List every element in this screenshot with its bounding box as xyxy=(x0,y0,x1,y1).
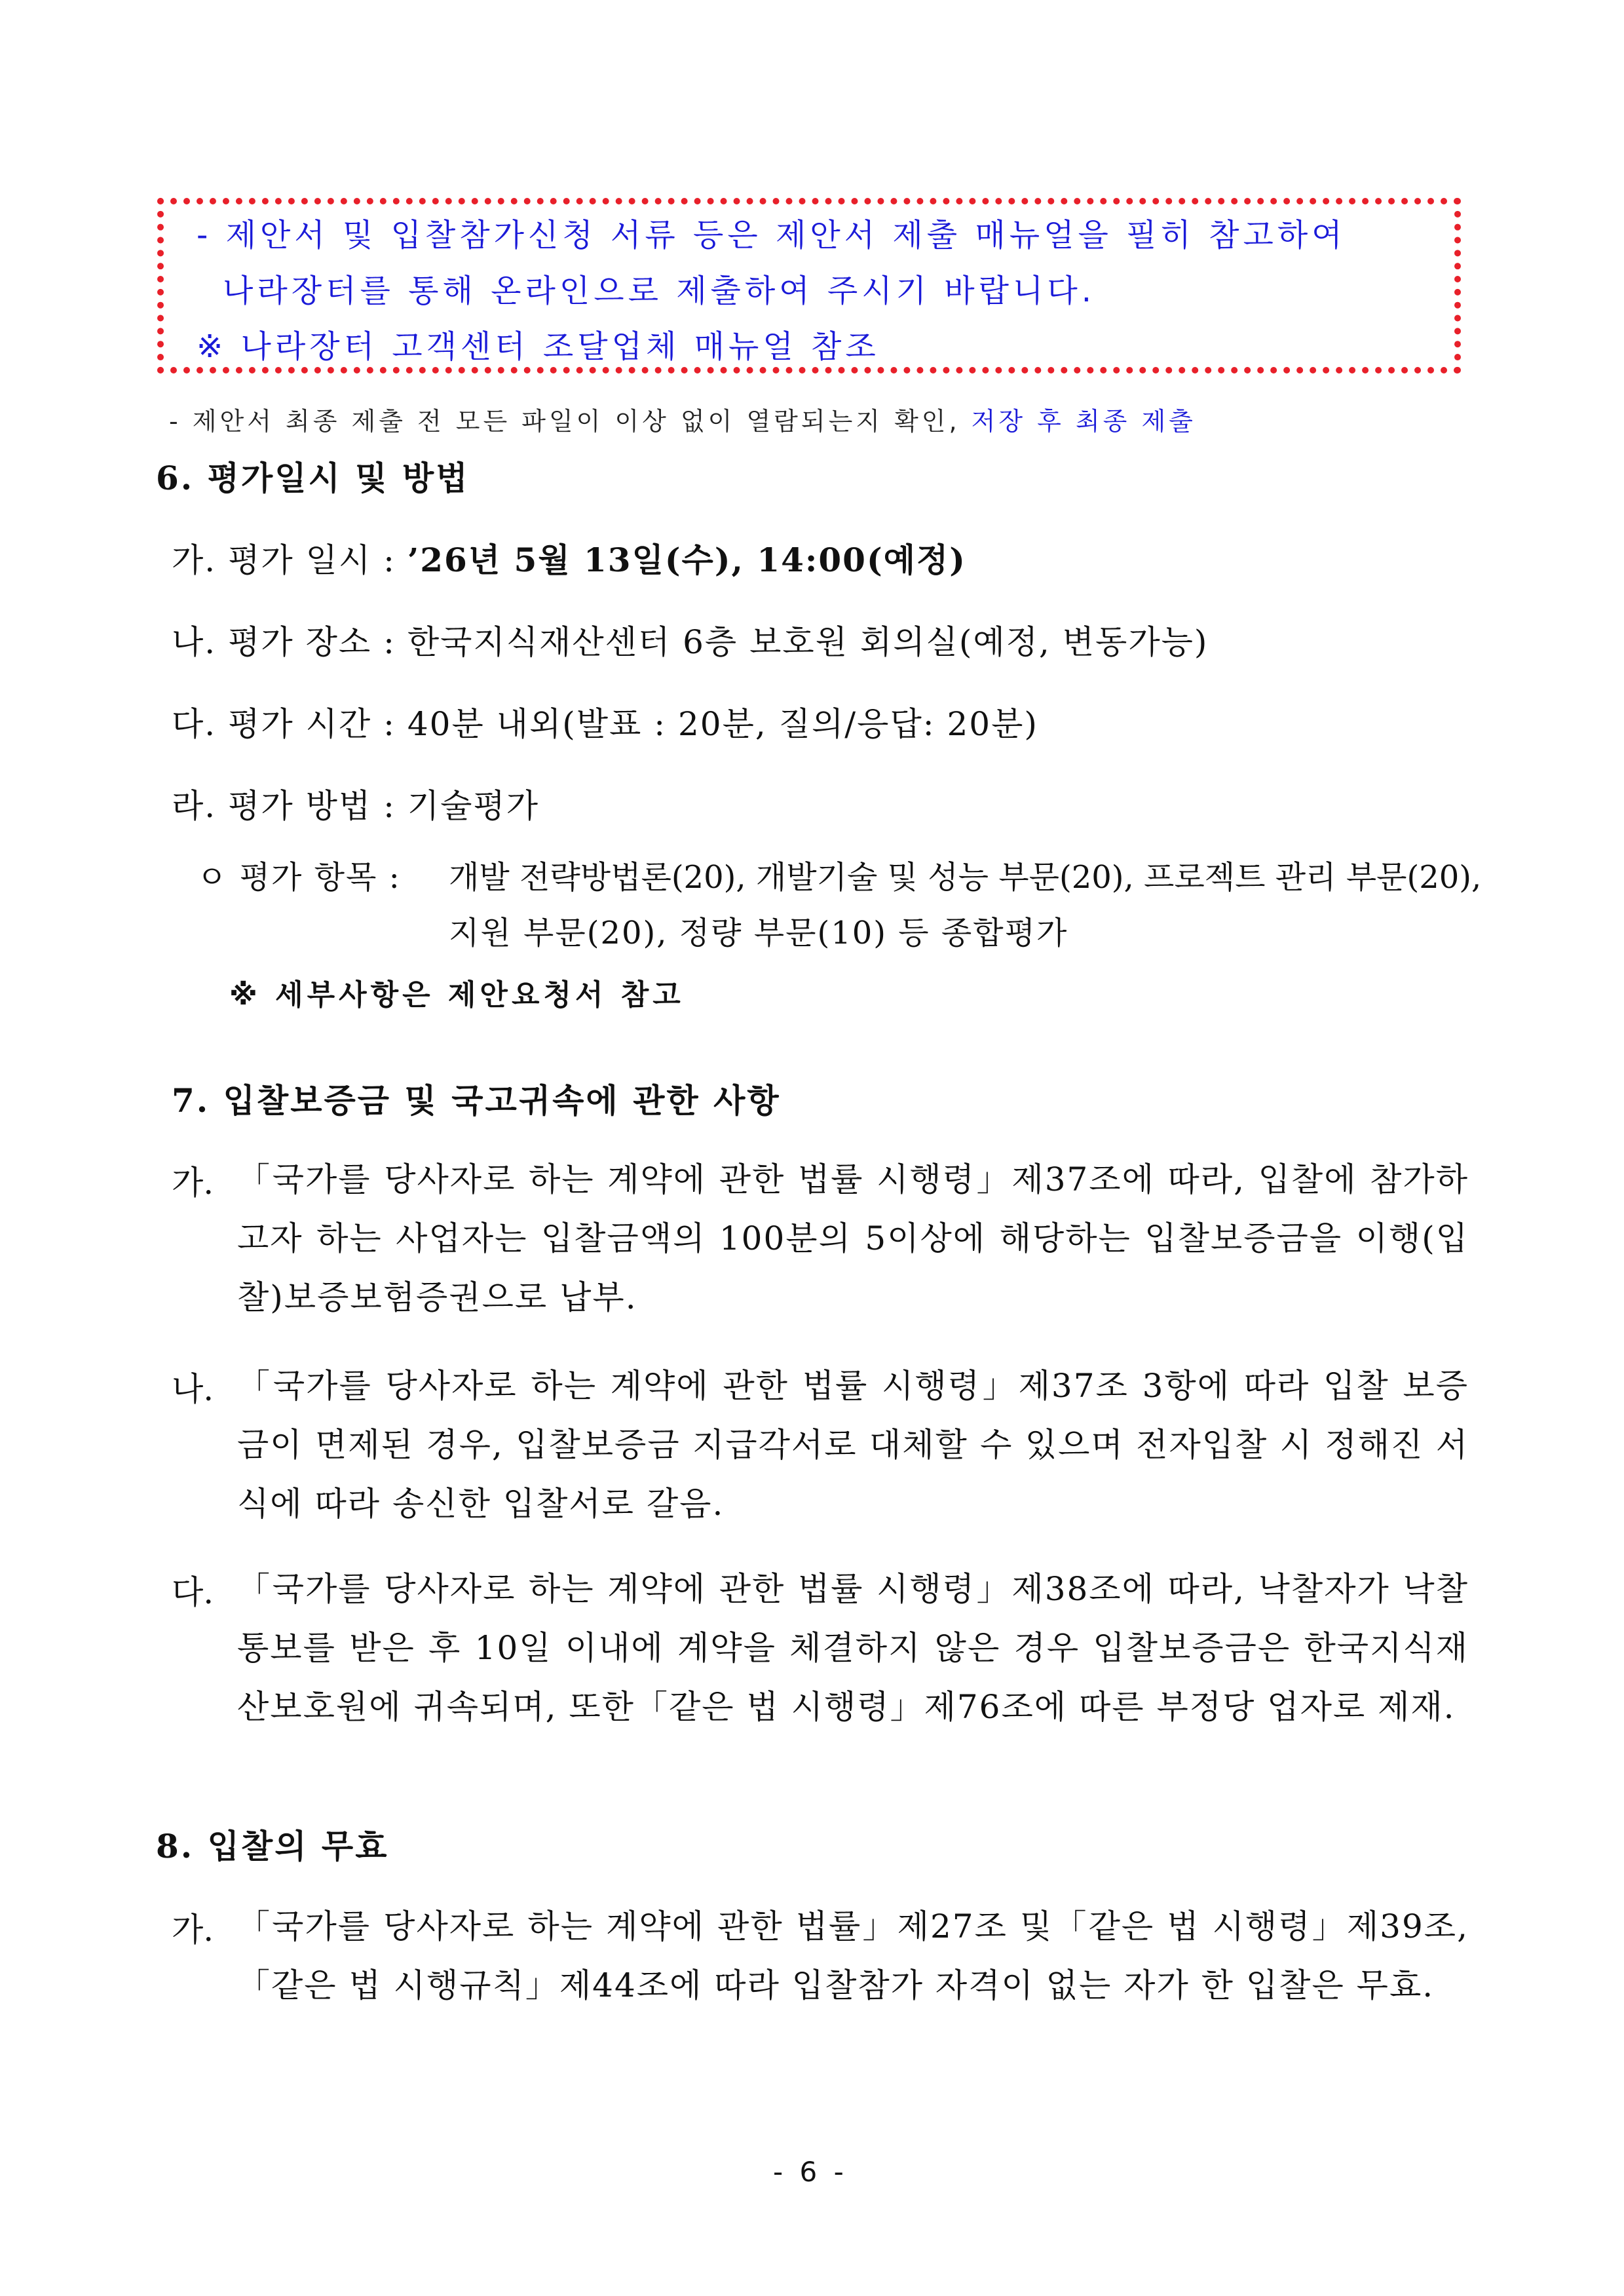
eval-place-value: 한국지식재산센터 6층 보호원 회의실(예정, 변동가능) xyxy=(407,623,1209,661)
eval-time-row xyxy=(172,698,1038,745)
final-note-highlight: 저장 후 최종 제출 xyxy=(971,407,1196,436)
section-7-item-b: 「국가를 당사자로 하는 계약에 관한 법률 시행령」제37조 3항에 따라 입찰 보증금이 면제된 경우, 입찰보증금 지급각서로 대체할 수 있으며 전자입찰 시 정해진 서식에 따라 송신한 입찰서로 갈음. xyxy=(237,1367,1469,1523)
eval-place-label: 나. 평가 장소 : xyxy=(172,623,396,661)
eval-details-note: ※ 세부사항은 제안요청서 참고 xyxy=(229,978,685,1012)
eval-time-value: 40분 내외(발표 : 20분, 질의/응답: 20분) xyxy=(407,705,1038,743)
notice-line-2: 나라장터를 통해 온라인으로 제출하여 주시기 바랍니다. xyxy=(223,273,1096,309)
eval-time-label: 다. 평가 시간 : xyxy=(172,705,396,743)
section-7-item-a: 「국가를 당사자로 하는 계약에 관한 법률 시행령」제37조에 따라, 입찰에 참가하고자 하는 사업자는 입찰금액의 100분의 5이상에 해당하는 입찰보증금을 이행(입찰)보증보험증권으로 납부. xyxy=(237,1160,1469,1316)
eval-date-row xyxy=(172,534,966,581)
eval-date-label: 가. 평가 일시 : xyxy=(172,541,396,579)
eval-method-row xyxy=(172,780,539,827)
eval-place-row xyxy=(172,616,1208,663)
section-7-item-b-marker: 나. xyxy=(172,1370,214,1408)
section-7-item-c-marker: 다. xyxy=(172,1573,214,1611)
final-note-prefix: - 제안서 최종 제출 전 모든 파일이 이상 없이 열람되는지 확인, xyxy=(169,407,960,436)
page-number: - 6 - xyxy=(773,2156,848,2188)
final-submission-note xyxy=(169,401,1196,437)
eval-method-value: 기술평가 xyxy=(407,787,540,825)
eval-method-label: 라. 평가 방법 : xyxy=(172,787,396,825)
section-8-title: 8. 입찰의 무효 xyxy=(156,1827,389,1866)
section-7-item-a-marker: 가. xyxy=(172,1164,214,1202)
section-7-title: 7. 입찰보증금 및 국고귀속에 관한 사항 xyxy=(172,1081,781,1120)
section-8-item-a-marker: 가. xyxy=(172,1911,214,1949)
eval-items-line-1: 개발 전략방법론(20), 개발기술 및 성능 부문(20), 프로젝트 관리 부문(20), xyxy=(449,859,1482,896)
eval-date-value: ’26년 5월 13일(수), 14:00(예정) xyxy=(407,541,966,579)
section-7-item-c: 「국가를 당사자로 하는 계약에 관한 법률 시행령」제38조에 따라, 낙찰자가 낙찰통보를 받은 후 10일 이내에 계약을 체결하지 않은 경우 입찰보증금은 한국지식재산보호원에 귀속되며, 또한「같은 법 시행령」제76조에 따른 부정당 업자로 제재. xyxy=(237,1570,1469,1726)
notice-line-3: ※ 나라장터 고객센터 조달업체 매뉴얼 참조 xyxy=(197,328,880,365)
section-8-item-a: 「국가를 당사자로 하는 계약에 관한 법률」제27조 및「같은 법 시행령」제39조,「같은 법 시행규칙」제44조에 따라 입찰참가 자격이 없는 자가 한 입찰은 무효. xyxy=(237,1907,1469,2004)
section-6-title: 6. 평가일시 및 방법 xyxy=(156,459,470,497)
notice-line-1: - 제안서 및 입찰참가신청 서류 등은 제안서 제출 매뉴얼을 필히 참고하여 xyxy=(197,217,1346,254)
eval-items-line-2: 지원 부문(20), 정량 부문(10) 등 종합평가 xyxy=(449,915,1068,951)
eval-items-label: ㅇ 평가 항목 : xyxy=(197,859,401,896)
